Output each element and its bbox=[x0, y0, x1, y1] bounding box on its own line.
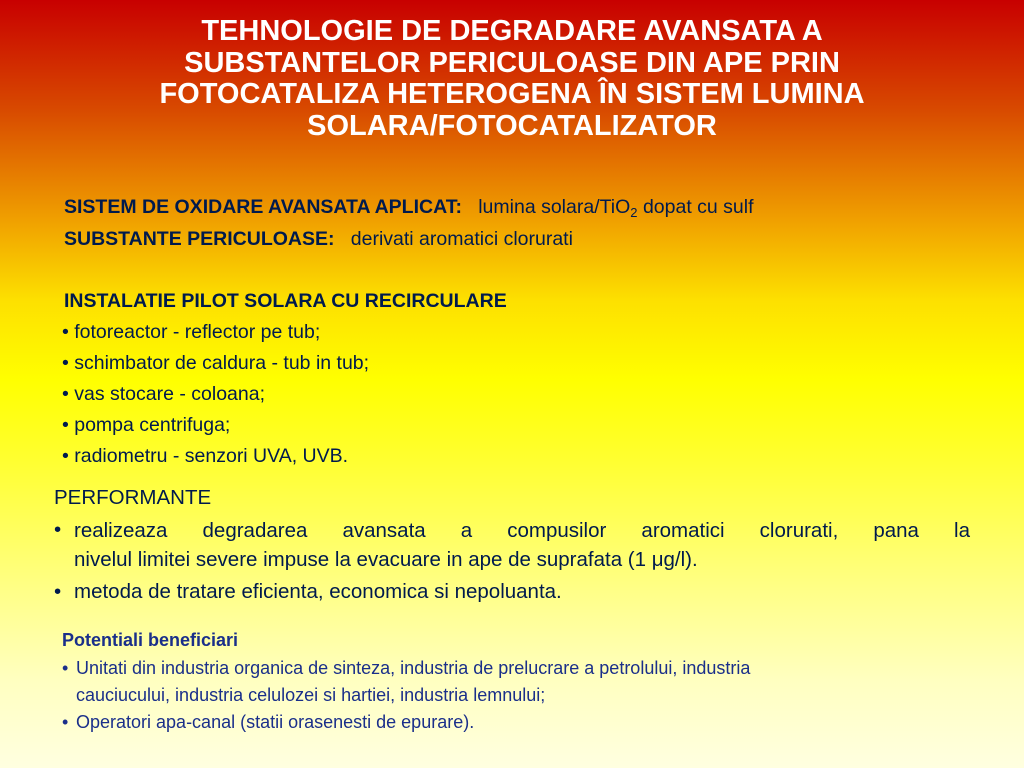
bullet-icon: • bbox=[54, 580, 62, 603]
performance-item-1-line-1: realizeaza degradarea avansata a compusilor aromatici clorurati, pana la bbox=[74, 519, 970, 542]
pilot-item: • radiometru - senzori UVA, UVB. bbox=[62, 445, 349, 467]
pilot-item: • pompa centrifuga; bbox=[62, 414, 231, 436]
system-label: SISTEM DE OXIDARE AVANSATA APLICAT: bbox=[64, 196, 462, 218]
substances-row bbox=[64, 228, 573, 251]
bullet-icon: • bbox=[54, 518, 62, 541]
substances-value: derivati aromatici clorurati bbox=[350, 228, 573, 250]
page-title bbox=[40, 16, 984, 142]
system-row bbox=[64, 196, 754, 219]
title-line-3: FOTOCATALIZA HETEROGENA ÎN SISTEM LUMINA bbox=[159, 78, 865, 110]
performance-item-1-line-2: nivelul limitei severe impuse la evacuare in ape de suprafata (1 μg/l). bbox=[74, 548, 698, 571]
beneficiaries-item-2: Operatori apa-canal (statii orasenesti de epurare). bbox=[76, 712, 475, 732]
beneficiaries-heading: Potentiali beneficiari bbox=[62, 630, 239, 650]
substances-label: SUBSTANTE PERICULOASE: bbox=[64, 228, 335, 250]
performance-heading: PERFORMANTE bbox=[54, 486, 212, 509]
title-line-2: SUBSTANTELOR PERICULOASE DIN APE PRIN bbox=[184, 46, 840, 79]
pilot-item: • schimbator de caldura - tub in tub; bbox=[62, 352, 370, 374]
performance-item-2: metoda de tratare eficienta, economica si nepoluanta. bbox=[74, 580, 562, 603]
bullet-icon: • bbox=[62, 658, 69, 678]
beneficiaries-item-1-line-2: cauciucului, industria celulozei si hartiei, industria lemnului; bbox=[76, 685, 546, 705]
pilot-heading: INSTALATIE PILOT SOLARA CU RECIRCULARE bbox=[64, 290, 507, 312]
system-value: lumina solara/TiO$_2$ dopat cu sulf bbox=[478, 196, 754, 220]
pilot-item: • vas stocare - coloana; bbox=[62, 383, 266, 405]
pilot-item: • fotoreactor - reflector pe tub; bbox=[62, 321, 321, 343]
beneficiaries-item-1-line-1: Unitati din industria organica de sinteza, industria de prelucrare a petrolului, industria bbox=[76, 658, 751, 678]
title-line-4: SOLARA/FOTOCATALIZATOR bbox=[307, 109, 717, 142]
bullet-icon: • bbox=[62, 712, 69, 732]
title-line-1: TEHNOLOGIE DE DEGRADARE AVANSATA A bbox=[201, 15, 823, 47]
